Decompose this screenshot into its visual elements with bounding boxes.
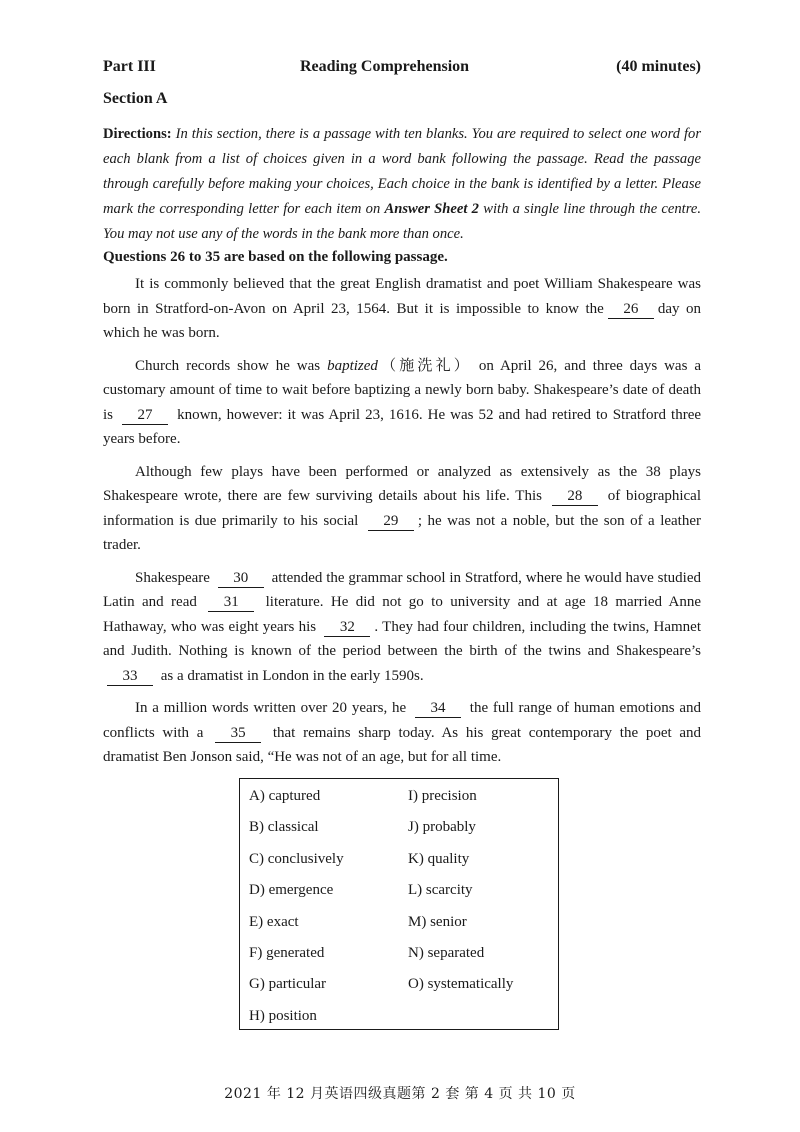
word-bank-item: H) position — [249, 1007, 317, 1024]
word-bank-item: M) senior — [408, 913, 467, 930]
word-bank-item: L) scarcity — [408, 882, 473, 899]
blank-32: 32 — [324, 619, 370, 637]
word-bank-item: B) classical — [249, 819, 319, 836]
word-bank-item: C) conclusively — [249, 850, 344, 867]
passage-text: that remains sharp today. As his great contemporary the poet and dramatist Ben Jonson said, “He was not of an age, but for all time. — [103, 724, 702, 765]
italic-term: baptized — [327, 357, 378, 374]
exam-page — [103, 58, 701, 770]
questions-heading: Questions 26 to 35 are based on the following passage. — [103, 249, 448, 265]
passage-text: It is commonly believed that the great English dramatist and poet William Shakespeare was born in Stratford-on-Avon on April 23, 1564. But it is impossible to know the — [103, 276, 701, 317]
passage-paragraph-5 — [103, 696, 701, 770]
blank-31: 31 — [208, 594, 254, 612]
directions-label: Directions: — [103, 126, 172, 142]
part-header — [103, 58, 701, 84]
time-limit: (40 minutes) — [616, 58, 701, 75]
passage-text: day on which he was born. — [103, 300, 701, 341]
word-bank-column-right — [408, 787, 513, 1007]
word-bank-item: A) captured — [249, 788, 321, 804]
passage-text: known, however: it was April 23, 1616. He was 52 and had retired to Stratford three years before. — [103, 406, 702, 447]
chinese-gloss: （施洗礼） — [377, 357, 472, 374]
page-footer: 2021 年 12 月英语四级真题第 2 套 第 4 页 共 10 页 — [224, 1086, 576, 1102]
blank-28: 28 — [552, 488, 598, 506]
section-heading: Section A — [103, 90, 168, 107]
blank-29: 29 — [368, 513, 414, 531]
word-bank-item: N) separated — [408, 944, 485, 961]
blank-34: 34 — [415, 700, 461, 718]
passage-paragraph-3 — [103, 460, 701, 558]
passage-text: . They had four children, including the twins, Hamnet and Judith. Nothing is known of the period between the birth of the twins and Shakespeare’s — [103, 618, 702, 659]
passage-text: ; he was not a noble, but the son of a leather trader. — [103, 512, 701, 553]
passage-text: on April 26, and three days was a customary amount of time to wait before baptizing a newly born baby. Shakespeare’s date of death is — [103, 357, 701, 423]
directions-text-end: with a single line through the centre. You may not use any of the words in the bank more than once. — [103, 201, 701, 242]
passage-paragraph-4 — [103, 566, 701, 689]
blank-30: 30 — [218, 570, 264, 588]
word-bank-column-left — [249, 787, 344, 1038]
passage-text: Shakespeare — [135, 569, 210, 586]
passage-text: Although few plays have been performed or analyzed as extensively as the 38 plays Shakespeare wrote, there are few surviving details about his life. This — [103, 463, 701, 504]
passage-text: literature. He did not go to university and at age 18 married Anne Hathaway, who was eight years his — [103, 594, 702, 635]
word-bank — [239, 778, 559, 1030]
word-bank-item: E) exact — [249, 913, 299, 930]
passage-text: the full range of human emotions and conflicts with a — [103, 700, 701, 741]
passage-text: Church records show he was — [135, 357, 328, 374]
blank-26: 26 — [608, 301, 654, 319]
part-title: Reading Comprehension — [300, 58, 470, 75]
passage-text: as a dramatist in London in the early 1590s. — [160, 667, 424, 684]
blank-35: 35 — [215, 725, 261, 743]
word-bank-item: I) precision — [408, 788, 477, 804]
blank-33: 33 — [107, 668, 153, 686]
directions-text: In this section, there is a passage with ten blanks. You are required to select one word for each blank from a list of choices given in a word bank following the passage. Read the passage through carefully before making your choices, Each choice in the bank is identified by a letter. Please mark the corresponding letter for each item on — [103, 126, 701, 217]
blank-27: 27 — [122, 407, 168, 425]
directions — [103, 122, 701, 247]
word-bank-item: F) generated — [249, 944, 325, 961]
part-label: Part III — [103, 58, 156, 75]
word-bank-item: J) probably — [408, 819, 476, 836]
word-bank-item: D) emergence — [249, 882, 334, 899]
answer-sheet-ref: Answer Sheet 2 — [384, 201, 479, 217]
word-bank-item: K) quality — [408, 850, 470, 867]
passage-text: In a million words written over 20 years, he — [135, 700, 407, 716]
passage-text: of biographical information is due primarily to his social — [103, 488, 702, 529]
word-bank-item: G) particular — [249, 976, 327, 993]
passage-paragraph-1 — [103, 272, 701, 346]
word-bank-item: O) systematically — [408, 976, 514, 993]
passage-text: attended the grammar school in Stratford, where he would have studied Latin and read — [103, 569, 702, 610]
passage-paragraph-2 — [103, 354, 701, 452]
